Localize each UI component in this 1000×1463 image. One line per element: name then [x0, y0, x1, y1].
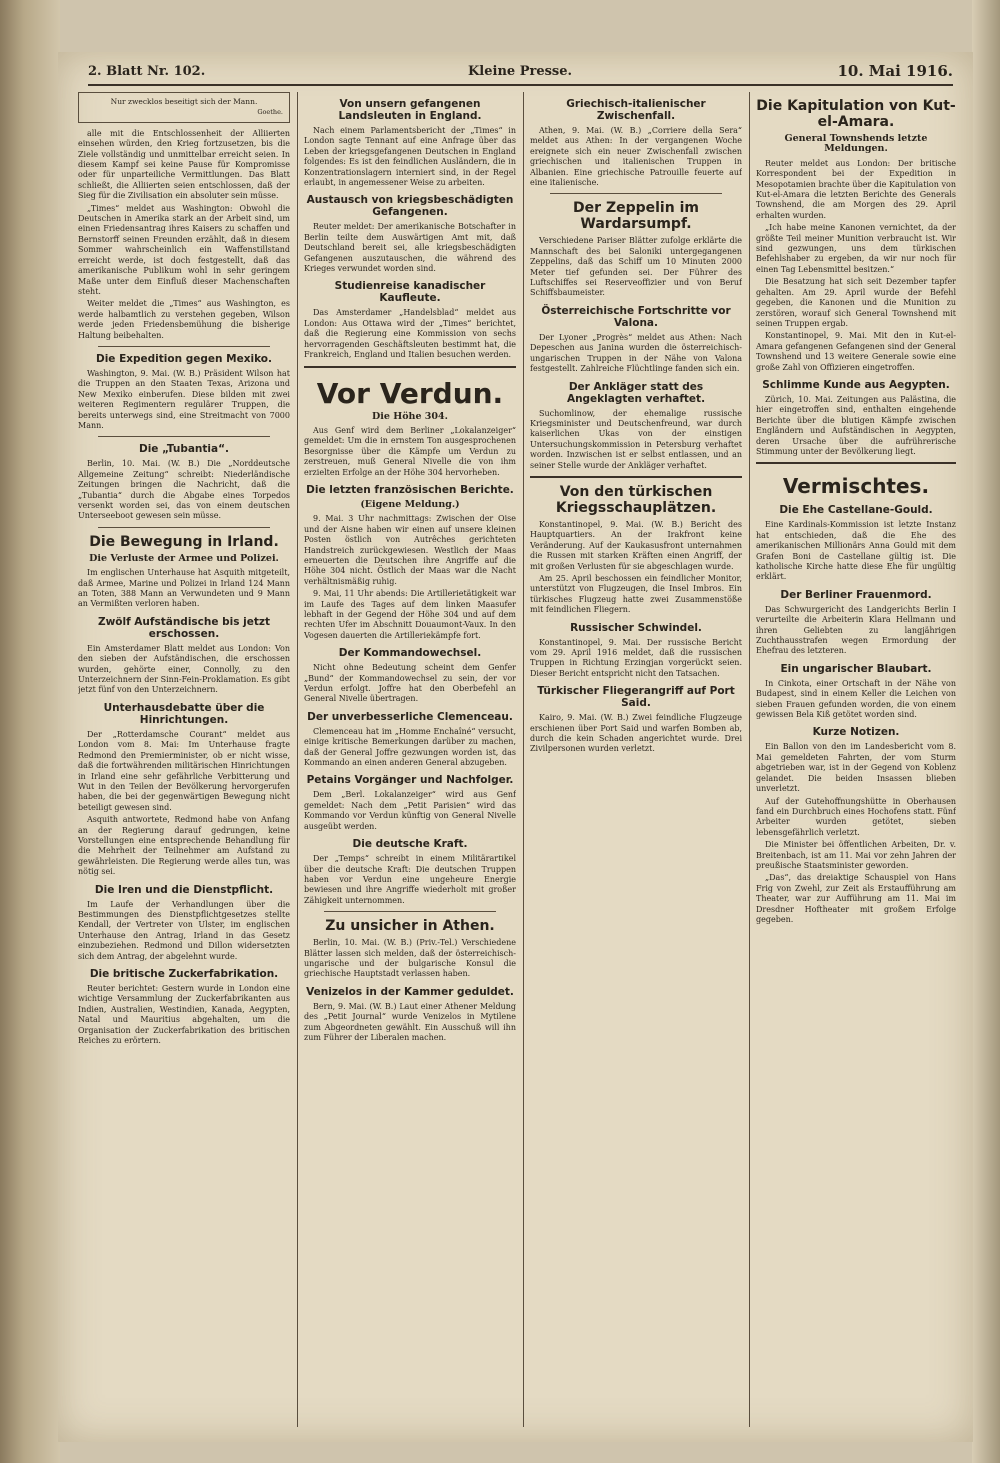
headline-anklaeger: Der Ankläger statt des Angeklagten verhaftet. — [566, 380, 706, 405]
divider — [530, 476, 742, 478]
subheadline-verdun: Die Höhe 304. — [372, 410, 448, 422]
motto-box — [78, 92, 290, 123]
divider — [550, 193, 722, 194]
article-paragraph: 9. Mai. 3 Uhr nachmittags: Zwischen der Oise und der Aisne haben wir einen auf unsere kleinen Posten östlich von Autrêches gerichteten Handstreich zurückgewiesen. Westlich der Maas erneuerten die Deutschen ihre Angriffe auf die Höhe 304 nicht. Östlich der Maas war die Nacht verhältnismäßig ruhig. — [304, 514, 516, 586]
headline-tubantia: Die „Tubantia“. — [138, 443, 230, 456]
column-1 — [78, 92, 290, 1427]
column-rule — [297, 92, 298, 1427]
article-paragraph: Clemenceau hat im „Homme Enchaîné“ versucht, einige kritische Bemerkungen darüber zu machen, daß der General Joffre gezwungen worden ist, das Kommando an einen anderen General abzugeben. — [304, 726, 516, 768]
article-paragraph: Am 25. April beschossen ein feindlicher Monitor, unterstützt von Flugzeugen, die Insel Imbros. Ein türkisches Flugzeug hatte zwei Zusammenstöße mit feindlichen Fliegern. — [530, 573, 742, 615]
column-4 — [756, 92, 956, 1427]
article-paragraph: Verschiedene Pariser Blätter zufolge erklärte die Mannschaft des bei Saloniki untergegangenen Zeppelins, daß das Schiff um 10 Minuten 2000 Meter tief gefunden sei. Der Führer des Luftschiffes sei Reserveoffizier und von Beruf Schiffsbaumeister. — [530, 236, 742, 298]
motto-author: Goethe. — [257, 108, 283, 117]
headline-athen: Zu unsicher in Athen. — [325, 918, 495, 935]
article-paragraph: Im Laufe der Verhandlungen über die Bestimmungen des Dienstpflichtgesetzes stellte Kendall, der Vertreter von Ulster, im englischen Unterhause den Antrag, Irland in das Gesetz einzubeziehen. Redmond und Dillon widersetzten sich dem Antrag, der abgelehnt wurde. — [78, 899, 290, 961]
headline-schwindel: Russischer Schwindel. — [570, 621, 702, 634]
article-paragraph: In Cinkota, einer Ortschaft in der Nähe von Budapest, sind in einem Keller die Leichen von sieben Frauen gefunden worden, die von einem gewissen Bela Kiß getötet worden sind. — [756, 678, 956, 720]
headline-portsaid: Türkischer Fliegerangriff auf Port Said. — [537, 685, 735, 710]
headline-notizen: Kurze Notizen. — [812, 726, 900, 739]
headline-clemenceau: Der unverbesserliche Clemenceau. — [307, 710, 513, 723]
column-2 — [304, 92, 516, 1427]
newspaper-page — [58, 52, 973, 1442]
subheadline-irland: Die Verluste der Armee und Polizei. — [89, 552, 279, 564]
issue-date: 10. Mai 1916. — [837, 62, 953, 80]
article-paragraph: Konstantinopel, 9. Mai. Der russische Bericht vom 29. April 1916 meldet, daß die russischen Truppen in Richtung Erzingjan vorgerückt seien. Dieser Bericht entspricht nicht den Tatsachen. — [530, 637, 742, 678]
article-paragraph: Reuter berichtet: Gestern wurde in London eine wichtige Versammlung der Zuckerfabrikanten aus Indien, Australien, Westindien, Kanada, Aegypten, Natal und Mauritius abgehalten, um die Organisation der Zuckerfabrikation des britischen Reiches zu erörtern. — [78, 984, 290, 1046]
headline-aegypten: Schlimme Kunde aus Aegypten. — [762, 378, 950, 391]
divider — [756, 462, 956, 464]
article-paragraph: Der „Temps“ schreibt in einem Militärartikel über die deutsche Kraft: Die deutschen Truppen haben vor Verdun eine ungeheure Energie bewiesen und ihre Angriffe wiederholt mit großer Zähigkeit unternommen. — [304, 854, 516, 905]
article-paragraph: Das Amsterdamer „Handelsblad“ meldet aus London: Aus Ottawa wird der „Times“ berichtet, daß die Regierung eine Kommission von sechs hervorragenden Geschäftsleuten bestimmt hat, die Frankreich, England und Italien besuchen werden. — [304, 308, 516, 360]
headline-irland: Die Bewegung in Irland. — [89, 533, 279, 550]
article-paragraph: Die Besatzung hat sich seit Dezember tapfer gehalten. Am 29. April wurde der Befehl gegeben, die Kanonen und die Munition zu zerstören, worauf sich General Townshend mit seinen Truppen ergab. — [756, 277, 956, 328]
article-paragraph: Eine Kardinals-Kommission ist letzte Instanz hat entschieden, daß die Ehe des amerikanischen Millionärs Anna Gould mit dem Grafen Boni de Castellane gültig ist. Die katholische Kirche hatte diese Ehe für ungültig erklärt. — [756, 520, 956, 582]
headline-frauenmord: Der Berliner Frauenmord. — [780, 588, 932, 601]
headline-valona: Österreichische Fortschritte vor Valona. — [541, 304, 731, 329]
subheadline-berichte: (Eigene Meldung.) — [360, 498, 460, 510]
divider — [304, 366, 516, 368]
article-paragraph: Ein Ballon von den im Landesbericht vom 8. Mai gemeldeten Fahrten, der vom Sturm abgetrieben war, ist in der Gegend von Koblenz gelandet. Die beiden Insassen blieben unverletzt. — [756, 742, 956, 794]
article-paragraph: „Das“, das dreiaktige Schauspiel von Hans Frig von Zwehl, zur Zeit als Erstaufführung am Theater, war zur Aufführung am 11. Mai im Dresdner Hoftheater mit großem Erfolge gegeben. — [756, 873, 956, 924]
article-paragraph: Der Lyoner „Progrès“ meldet aus Athen: Nach Depeschen aus Janina wurden die österreichisch-ungarischen Truppen in der Nähe von Valona festgestellt. Zahlreiche Flüchtlinge fanden sich ein. — [530, 332, 742, 374]
article-paragraph: 9. Mai, 11 Uhr abends: Die Artillerietätigkeit war im Laufe des Tages auf dem linken Maasufer lebhaft in der Gegend der Höhe 304 und auf dem rechten Ufer im Abschnitt Douaumont-Vaux. In den Vogesen dauerten die Artilleriekämpfe fort. — [304, 589, 516, 640]
headline-landsleute: Von unsern gefangenen Landsleuten in England. — [338, 98, 482, 122]
headline-berichte: Die letzten französischen Berichte. — [306, 483, 514, 496]
headline-hinrichtungen: Unterhausdebatte über die Hinrichtungen. — [103, 701, 265, 726]
article-paragraph: Washington, 9. Mai. (W. B.) Präsident Wilson hat die Truppen an den Staaten Texas, Arizona und New Mexiko einberufen. Diese bilden mit zwei weiteren Regimentern regulärer Truppen, die bereits unterwegs sind, eine Streitmacht von 7000 Mann. — [78, 368, 290, 430]
article-paragraph: Asquith antwortete, Redmond habe von Anfang an der Regierung darauf gedrungen, keine Vorstellungen eine entsprechende Behandlung für die Mehrheit der Teilnehmer am Aufstand zu gewährleisten. Die Regierung werde alles tun, was nötig sei. — [78, 815, 290, 877]
article-paragraph: Ein Amsterdamer Blatt meldet aus London: Von den sieben der Aufständischen, die erschossen wurden, gehörte einer, Connolly, zu den Unterzeichnern der Sinn-Fein-Proklamation. Es gibt jetzt fünf von den Unterzeichnern. — [78, 643, 290, 695]
article-paragraph: Suchomlinow, der ehemalige russische Kriegsminister und Deutschenfreund, war durch kaiserlichen Ukas von der einstigen Untersuchungskommission in Petersburg verhaftet worden. Inzwischen ist er selbst entlassen, und an seiner Stelle wurde der Ankläger verhaftet. — [530, 408, 742, 470]
headline-castellane: Die Ehe Castellane-Gould. — [779, 504, 933, 517]
headline-zwoelf: Zwölf Aufständische bis jetzt erschossen. — [97, 615, 271, 640]
headline-blaubart: Ein ungarischer Blaubart. — [780, 662, 932, 675]
article-paragraph: Reuter meldet aus London: Der britische Korrespondent bei der Expedition in Mesopotamien brachte über die Kapitulation von Kut-el-Amara die letzten Berichte des Generals Townshend, die am Morgen des 29. April erhalten wurden. — [756, 158, 956, 220]
book-spine — [0, 0, 60, 1463]
article-paragraph: Konstantinopel, 9. Mai. Mit den in Kut-el-Amara gefangenen Gefangenen sind der General Townshend und 13 weitere Generale sowie eine große Zahl von Offizieren eingetroffen. — [756, 331, 956, 372]
headline-griechisch: Griechisch-italienischer Zwischenfall. — [566, 98, 706, 122]
article-paragraph: Auf der Gutehoffnungshütte in Oberhausen fand ein Durchbruch eines Hochofens statt. Fünf Arbeiter wurden getötet, sieben lebensgefährlich verletzt. — [756, 796, 956, 837]
article-paragraph: Dem „Berl. Lokalanzeiger“ wird aus Genf gemeldet: Nach dem „Petit Parisien“ wird das Kommando vor Verdun künftig von General Nivelle ausgeübt werden. — [304, 790, 516, 831]
issue-number: 2. Blatt Nr. 102. — [88, 64, 206, 79]
headline-zucker: Die britische Zuckerfabrikation. — [89, 968, 279, 980]
newspaper-title: Kleine Presse. — [468, 64, 573, 79]
headline-studienreise: Studienreise kanadischer Kaufleute. — [334, 280, 486, 305]
subheadline-kut-el-amara: General Townshends letzte Meldungen. — [784, 133, 928, 155]
article-paragraph: Weiter meldet die „Times“ aus Washington, es werde halbamtlich zu verstehen gegeben, Wilson werde jeden Friedensbemühung die bisherige Haltung beibehalten. — [78, 299, 290, 340]
article-paragraph: Kairo, 9. Mai. (W. B.) Zwei feindliche Flugzeuge erschienen über Port Said und warfen Bomben ab, durch die kein Schaden angerichtet wurde. Drei Zivilpersonen wurden verletzt. — [530, 713, 742, 754]
article-paragraph: Berlin, 10. Mai. (W. B.) (Priv.-Tel.) Verschiedene Blätter lassen sich melden, daß der österreichisch-ungarische und der bulgarische Konsul die griechische Hauptstadt verlassen haben. — [304, 938, 516, 979]
article-paragraph: „Ich habe meine Kanonen vernichtet, da der größte Teil meiner Munition verbraucht ist. Wir sind gezwungen, uns dem türkischen Befehlshaber zu ergeben, da wir nur noch für einen Tag Lebensmittel besitzen.“ — [756, 223, 956, 274]
divider — [98, 527, 270, 528]
masthead — [88, 62, 953, 86]
article-paragraph: Der „Rotterdamsche Courant“ meldet aus London vom 8. Mai: Im Unterhause fragte Redmond den Premierminister, ob er nicht wisse, daß die fortwährenden militärischen Hinrichtungen in Irland eine sehr gefährliche Verbitterung und Wut in den Teilen der Bevölkerung hervorgerufen haben, die bei der gegenwärtigen Bewegung nicht beteiligt gewesen sind. — [78, 729, 290, 812]
article-paragraph: Im englischen Unterhause hat Asquith mitgeteilt, daß Armee, Marine und Polizei in Irland 124 Mann an Toten, 388 Mann an Verwundeten und 9 Mann an Vermißten verloren haben. — [78, 568, 290, 609]
headline-iren: Die Iren und die Dienstpflicht. — [94, 883, 274, 896]
column-rule — [523, 92, 524, 1427]
article-paragraph: alle mit die Entschlossenheit der Alliierten einsehen würden, den Krieg fortzusetzen, bis die Ziele vollständig und unmittelbar erreicht seien. In diesem Kampf sei keine Pause für Kompromisse oder für unparteiliche Vermittlungen. Das Blatt schließt, die Alliierten seien entschlossen, daß der Sieg für die Zivilisation ein absoluter sein müsse. — [78, 128, 290, 201]
headline-kammer: Venizelos in der Kammer geduldet. — [306, 985, 514, 998]
motto-text: Nur zwecklos beseitigt sich der Mann. — [110, 97, 258, 106]
article-paragraph: Nicht ohne Bedeutung scheint dem Genfer „Bund“ der Kommandowechsel zu sein, der vor Verdun erfolgt. Joffre hat den Oberbefehl an General Nivelle übertragen. — [304, 663, 516, 704]
article-paragraph: Konstantinopel, 9. Mai. (W. B.) Bericht des Hauptquartiers. An der Irakfront keine Veränderung. Auf der Kaukasusfront unternahmen die Russen mit starken Kräften einen Angriff, der mit großen Verlusten für sie abgeschlagen wurde. — [530, 519, 742, 571]
article-paragraph: Nach einem Parlamentsbericht der „Times“ in London sagte Tennant auf eine Anfrage über das Leben der kriegsgefangenen Deutschen in England folgendes: Es ist den feindlichen Ausländern, die in Konzentrationslagern interniert sind, in der Regel erlaubt, in angemessener Weise zu arbeiten. — [304, 126, 516, 188]
headline-austausch: Austausch von kriegsbeschädigten Gefangenen. — [306, 194, 514, 219]
headline-petain: Petains Vorgänger und Nachfolger. — [306, 774, 514, 787]
article-paragraph: Bern, 9. Mai. (W. B.) Laut einer Athener Meldung des „Petit Journal“ wurde Venizelos in Mytilene zum Abgeordneten gewählt. Ein Ausschuß will ihn zum Führer der Liberalen machen. — [304, 1001, 516, 1042]
column-rule — [749, 92, 750, 1427]
headline-vermischtes: Vermischtes. — [782, 474, 930, 499]
page-edge — [972, 0, 1000, 1463]
headline-kut-el-amara: Die Kapitulation von Kut-el-Amara. — [756, 98, 956, 130]
headline-zeppelin: Der Zeppelin im Wardarsumpf. — [573, 200, 699, 233]
article-paragraph: Reuter meldet: Der amerikanische Botschafter in Berlin teilte dem Auswärtigen Amt mit, daß Deutschland bereit sei, alle kriegsbeschädigten Gefangenen auszutauschen, die während des Krieges verwundet worden sind. — [304, 222, 516, 274]
article-paragraph: Aus Genf wird dem Berliner „Lokalanzeiger“ gemeldet: Um die in ernstem Ton ausgesprochenen Besorgnisse über die Kämpfe um Verdun zu zerstreuen, muß General Nivelle die von ihm erzielten Erfolge an der Höhe 304 hervorheben. — [304, 425, 516, 477]
article-paragraph: Athen, 9. Mai. (W. B.) „Corriere della Sera“ meldet aus Athen: In der vergangenen Woche ereignete sich ein neuer Zwischenfall zwischen griechischen und italienischen Truppen in Albanien. Eine griechische Patrouille feuerte auf eine italienische. — [530, 126, 742, 188]
headline-kraft: Die deutsche Kraft. — [352, 838, 468, 851]
headline-mexiko: Die Expedition gegen Mexiko. — [95, 352, 272, 365]
article-paragraph: Zürich, 10. Mai. Zeitungen aus Palästina, die hier eingetroffen sind, enthalten eingehende Berichte über die blutigen Kämpfe zwischen Engländern und Aufständischen in Aegypten, deren Ursache über die aufrührerische Stimmung unter der Bevölkerung liegt. — [756, 394, 956, 456]
headline-verdun: Vor Verdun. — [316, 376, 504, 410]
divider — [324, 911, 496, 912]
headline-kriegsschauplaetze: Von den türkischen Kriegsschauplätzen. — [555, 483, 717, 516]
divider — [98, 346, 270, 347]
headline-kommandowechsel: Der Kommandowechsel. — [338, 647, 482, 660]
column-3 — [530, 92, 742, 1427]
article-paragraph: Das Schwurgericht des Landgerichts Berlin I verurteilte die Arbeiterin Klara Hellmann und ihren Geliebten zu langjährigen Zuchthausstrafen wegen Ermordung der Ehefrau des letzteren. — [756, 604, 956, 656]
article-paragraph: Die Minister bei öffentlichen Arbeiten, Dr. v. Breitenbach, ist am 11. Mai vor zehn Jahren der preußische Staatsminister geworden. — [756, 840, 956, 870]
article-paragraph: Berlin, 10. Mai. (W. B.) Die „Norddeutsche Allgemeine Zeitung“ schreibt: Niederländische Zeitungen bringen die Nachricht, daß die „Tubantia“ durch die Abgabe eines Torpedos versenkt worden sei, das von einem deutschen Unterseeboot gewesen sein müsse. — [78, 459, 290, 521]
divider — [98, 436, 270, 437]
article-paragraph: „Times“ meldet aus Washington: Obwohl die Deutschen in Amerika stark an der Arbeit sind, um einen Friedensantrag ihres Kaisers zu schaffen und Bernstorff seinen Freunden erzählt, daß in diesem Sommer wahrscheinlich ein Waffenstillstand erreicht werde, ist doch festgestellt, daß das amerikanische Publikum wohl in sehr geringem Maße unter dem Einfluß dieser Machenschaften steht. — [78, 203, 290, 296]
